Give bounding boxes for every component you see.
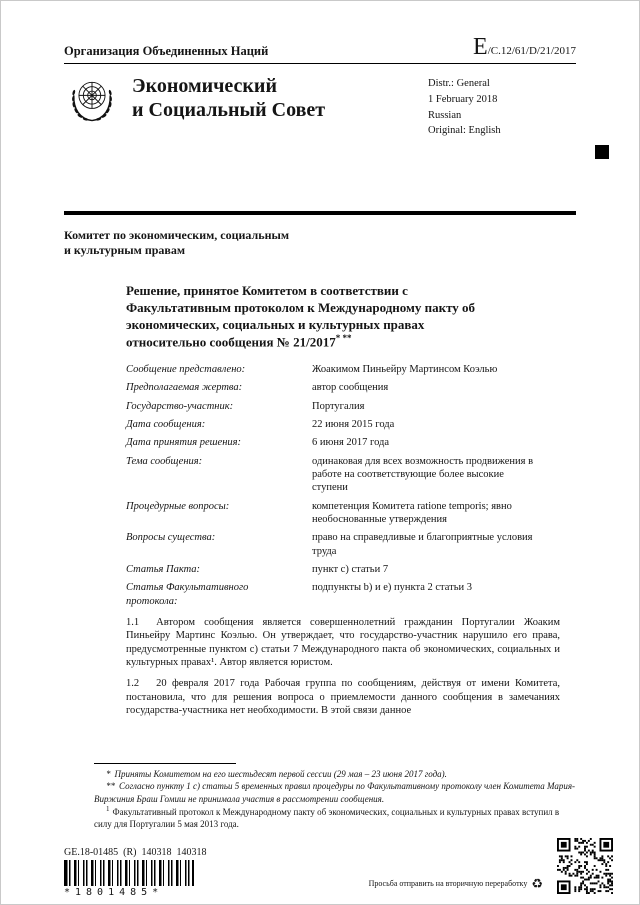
table-row (126, 455, 560, 495)
un-emblem-icon (64, 73, 120, 129)
footnote-mark: 1 (106, 804, 110, 813)
distr-line: Distr.: General (428, 78, 490, 89)
distribution-info (428, 73, 576, 139)
doc-symbol-series: E (473, 34, 488, 60)
committee-name (64, 228, 576, 258)
council-title-line1: Экономический (132, 75, 277, 97)
masthead (64, 73, 576, 139)
recycle-icon: ♻ (531, 876, 543, 891)
footnote-mark: ** (106, 781, 115, 792)
table-row (126, 381, 560, 394)
footnote-marks: * ** (335, 333, 352, 344)
original-line: Original: English (428, 125, 501, 137)
row-label: Статья Пакта: (126, 563, 201, 575)
footnote (94, 805, 576, 830)
ge-number: GE.18-01485 (R) 140318 140318 (64, 847, 207, 858)
council-title (132, 73, 428, 139)
case-info-table (126, 363, 560, 608)
row-label: Дата сообщения: (126, 418, 206, 430)
row-value: 22 июня 2015 года (312, 418, 395, 430)
main-body (126, 282, 560, 718)
row-value: одинаковая для всех возможность продвижения в работе на соответствующие более высокие ступени (312, 455, 534, 494)
row-value: подпункты b) и e) пункта 2 статьи 3 (312, 582, 472, 594)
row-label: Тема сообщения: (126, 455, 203, 467)
table-row (126, 418, 560, 431)
decision-title (126, 282, 482, 351)
table-row (126, 500, 560, 527)
recycle-note-text: Просьба отправить на вторичную переработку (368, 879, 528, 888)
table-row (126, 436, 560, 449)
paragraph-number: 1.1 (126, 616, 140, 628)
row-label: Статья Факультативного протокола: (126, 582, 249, 607)
row-label: Предполагаемая жертва: (126, 382, 243, 394)
table-row (126, 563, 560, 576)
row-value: право на справедливые и благоприятные условия труда (312, 532, 533, 557)
council-title-line2: и Социальный Совет (132, 98, 326, 121)
row-value: автор сообщения (312, 382, 389, 394)
qr-code (557, 838, 613, 894)
table-row (126, 400, 560, 413)
barcode-bars (64, 860, 194, 886)
footnote-mark: * (106, 769, 111, 780)
paragraph-number: 1.2 (126, 678, 140, 690)
org-name: Организация Объединенных Наций (64, 44, 269, 58)
footnote-text: Приняты Комитетом на его шестьдесят первой сессии (29 мая – 23 июня 2017 года). (114, 769, 447, 780)
footnote-separator (94, 763, 236, 764)
row-value: компетенция Комитета ratione temporis; явно необоснованные утверждения (312, 500, 512, 525)
recycle-note (369, 877, 543, 890)
footnotes (64, 763, 576, 830)
barcode (64, 860, 196, 898)
row-label: Вопросы существа: (126, 532, 216, 544)
footnote (94, 768, 576, 780)
footnote-text: Факультативный протокол к Международному пакту об экономических, социальных и культурных правах вступил в силу для Португалии 5 мая 2013 года. (94, 806, 560, 829)
table-row (126, 531, 560, 558)
table-row (126, 581, 560, 608)
footnote (94, 780, 576, 804)
divider-rule (64, 211, 576, 215)
row-label: Государство-участник: (126, 400, 234, 412)
committee-name-line2: и культурным правам (64, 242, 186, 257)
row-value: Португалия (312, 400, 365, 412)
row-label: Сообщение представлено: (126, 363, 246, 375)
paragraph-text: Автором сообщения является совершеннолетний гражданин Португалии Жоаким Пиньейру Мартинс Коэлью. Он утверждает, что государство-участник нарушило его права, предусмотренные пунктом c) статьи 7 Международного пакта об экономических, социальных и культурных правах¹. Автор является юристом. (126, 616, 560, 668)
paragraph-text: 20 февраля 2017 года Рабочая группа по сообщениям, действуя от имени Комитета, постановила, что для решения вопроса о приемлемости данного сообщения в замечаниях государства-участника нет необходимости. В этой связи данное (126, 678, 560, 716)
row-value: пункт c) статьи 7 (312, 563, 389, 575)
paragraph-1-2 (126, 677, 560, 717)
barcode-text: *1801485* (64, 887, 164, 898)
registration-mark (595, 145, 609, 159)
paragraph-1-1 (126, 616, 560, 669)
committee-name-line1: Комитет по экономическим, социальным (64, 227, 290, 242)
document-header (64, 35, 576, 64)
row-label: Дата принятия решения: (126, 437, 242, 449)
decision-title-text: Решение, принятое Комитетом в соответствии с Факультативным протоколом к Международному пакту об экономических, социальных и культурных правах относительно сообщения № 21/2017 (126, 282, 476, 350)
footnote-text: Согласно пункту 1 c) статьи 5 временных правил процедуры по Факультативному протоколу член Комитета Мария-Виржиния Браш Гомиш не принимала участия в рассмотрении сообщения. (94, 781, 576, 804)
doc-symbol (473, 35, 576, 59)
row-value: Жоакимом Пиньейру Мартинсом Коэлью (312, 363, 498, 375)
table-row (126, 363, 560, 376)
date-line: 1 February 2018 (428, 93, 498, 105)
row-label: Процедурные вопросы: (126, 500, 230, 512)
row-value: 6 июня 2017 года (312, 437, 390, 449)
doc-symbol-number: /C.12/61/D/21/2017 (487, 45, 576, 57)
language-line: Russian (428, 109, 462, 121)
